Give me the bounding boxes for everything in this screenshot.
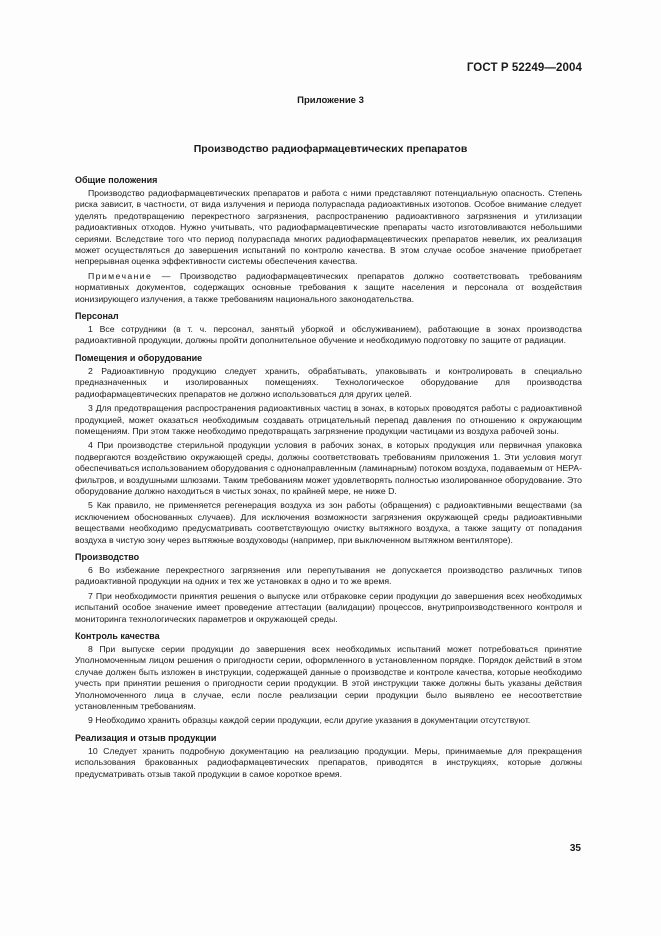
section-heading: Производство [75,551,140,562]
page-title: Производство радиофармацевтических препаратов [193,143,468,155]
page-number: 35 [569,843,581,854]
paragraph: 3 Для предотвращения распространения радиоактивных частиц в зонах, в которых проводятся работы с радиоактивной продукцией, может оказаться необходимым создавать отрицательный перепад давления по отношению к окружающим помещениям. При этом также необходимо предотвращать загрязнение продукции частицами из воздуха рабочей зоны. [75,403,582,436]
paragraph: 10 Следует хранить подробную документацию на реализацию продукции. Меры, принимаемые для прекращения использования бракованных радиофармацевтических препаратов, приводятся в инструкциях, которые должны предусматривать отзыв такой продукции в самое короткое время. [75,745,582,779]
paragraph: 7 При необходимости принятия решения о выпуске или отбраковке серии продукции до завершения всех необходимых испытаний особое значение имеет проведение аттестации (валидации) процессов, внутрипроизводственного контроля и мониторинга технологических параметров и окружающей среды. [75,590,582,624]
appendix-label: Приложение 3 [297,95,364,106]
section-heading: Реализация и отзыв продукции [75,732,217,743]
paragraph: 5 Как правило, не применяется регенерация воздуха из зон работы (обращения) с радиоактивными веществами (за исключением обоснованных случаев). Для исключения возможности загрязнения окружающей среды радиоактивными веществами необходимо предусматривать соответствующую очистку вытяжного воздуха, а также защиту от попадания воздуха в чистую зону через вытяжные воздуховоды (например, при выключенном вытяжном вентиляторе). [75,500,582,545]
document-body [75,172,582,783]
section-heading: Контроль качества [75,631,160,641]
paragraph: 6 Во избежание перекрестного загрязнения или перепутывания не допускается производство различных типов радиоактивной продукции на одних и тех же установках в одно и то же время. [75,564,582,587]
section-heading: Общие положения [75,175,158,185]
paragraph: Производство радиофармацевтических препаратов и работа с ними представляют потенциальную опасность. Степень риска зависит, в частности, от вида излучения и периода полураспада радиоактивных изотопов. Особое внимание следует уделять предотвращению перекрестного загрязнения, распространению радиоактивного загрязнения и утилизации радиоактивных отходов. Нужно учитывать, что радиофармацевтические препараты часто изготовливаются небольшими сериями. Вследствие того что период полураспада многих радиофармацевтических препаратов невелик, их реализация может осуществляться до завершения испытаний по контролю качества. В этом случае особое значение приобретает непрерывная оценка эффективности системы обеспечения качества. [75,188,582,267]
paragraph: 8 При выпуске серии продукции до завершения всех необходимых испытаний может потребоваться принятие Уполномоченным лицом решения о пригодности серии, оформленного в установленном порядке. Порядок действий в этом случае должен быть изложен в инструкции, содержащей данные о производстве и контроле качества, которые необходимо учесть при принятии решения о пригодности серии продукции. В этой инструкции также должны быть указаны действия Уполномоченного лица в случае, если после реализации серии продукции было выявлено ее несоответствие установленным требованиям. [75,644,582,712]
note-text: — Производство радиофармацевтических препаратов должно соответствовать требованиям нормативных документов, содержащих основные требования к защите населения и персонала от воздействия ионизирующего излучения, а также требованиям национального законодательства. [75,270,582,304]
note-label: Примечание [88,270,153,281]
note-paragraph [75,271,582,305]
standard-designation: ГОСТ Р 52249—2004 [466,62,582,74]
paragraph: 1 Все сотрудники (в т. ч. персонал, занятый уборкой и обслуживанием), работающие в зонах производства радиоактивной продукции, должны пройти дополнительное обучение и необходимую подготовку по защите от радиации. [75,324,582,346]
section-heading: Персонал [75,311,119,322]
paragraph: 2 Радиоактивную продукцию следует хранить, обрабатывать, упаковывать и контролировать в специально предназначенных и изолированных помещениях. Технологическое оборудование для производства радиофармацевтических препаратов не должно использоваться для других целей. [75,365,582,399]
section-heading: Помещения и оборудование [75,352,203,363]
paragraph: 4 При производстве стерильной продукции условия в рабочих зонах, в которых продукция или первичная упаковка подвергаются воздействию окружающей среды, должны соответствовать требованиям приложения 1. Эти условия могут обеспечиваться использованием оборудования с однонаправленным (ламинарным) потоком воздуха, подаваемым от HEPA-фильтров, и воздушными шлюзами. Таким требованиям может удовлетворять полностью изолированное оборудование. Это оборудование должно находиться в чистых зонах, по крайней мере, не ниже D. [75,440,582,496]
paragraph: 9 Необходимо хранить образцы каждой серии продукции, если другие указания в документации отсутствуют. [88,715,531,726]
